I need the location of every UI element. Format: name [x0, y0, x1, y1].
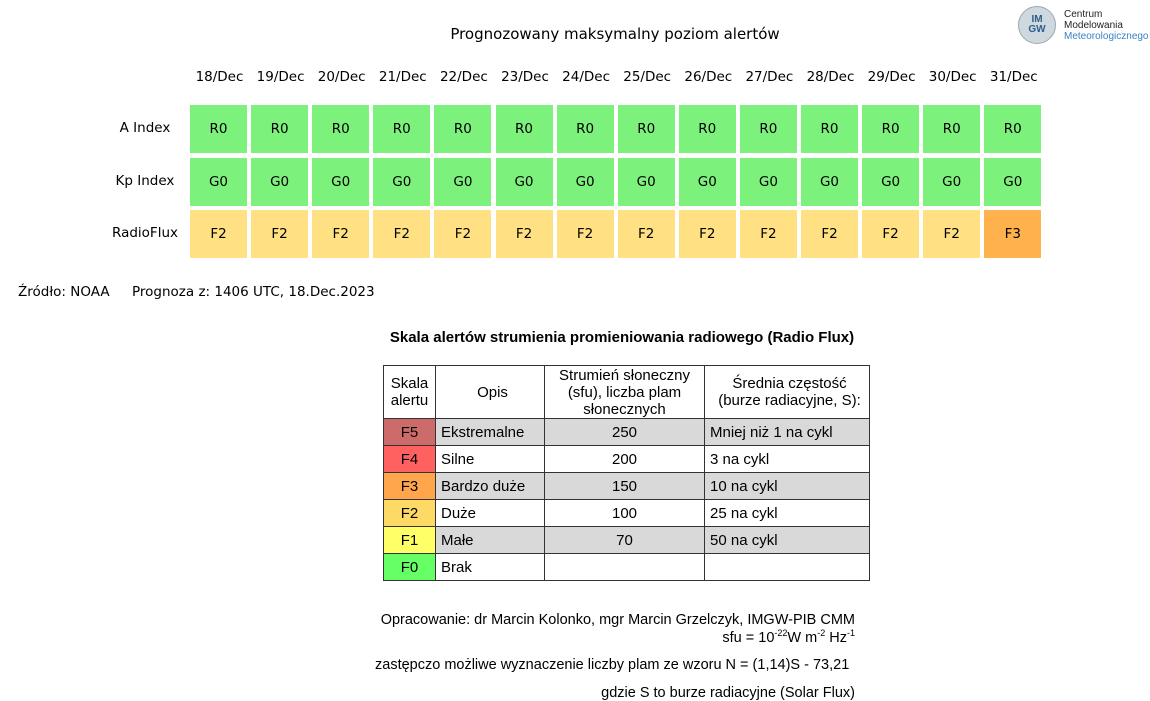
alert-cell: R0: [923, 105, 980, 153]
credit-block: [381, 611, 855, 647]
alert-cell: R0: [801, 105, 858, 153]
alert-cell: G0: [984, 158, 1041, 206]
scale-cell-flux: [545, 554, 705, 581]
alert-cell: G0: [862, 158, 919, 206]
scale-cell-desc: Duże: [436, 500, 545, 527]
scale-cell-desc: Ekstremalne: [436, 419, 545, 446]
scale-cell-freq: Mniej niż 1 na cykl: [705, 419, 870, 446]
alert-cell: R0: [862, 105, 919, 153]
logo-line3: Meteorologicznego: [1064, 31, 1149, 42]
date-header: 24/Dec: [562, 69, 611, 85]
alert-cell: G0: [679, 158, 736, 206]
credit-text: Opracowanie: dr Marcin Kolonko, mgr Marcin Grzelczyk, IMGW-PIB CMM: [380, 612, 855, 628]
date-header: 20/Dec: [317, 69, 366, 85]
date-header: 26/Dec: [684, 69, 733, 85]
alert-cell: F2: [312, 210, 369, 258]
logo-line1: Centrum: [1064, 9, 1103, 20]
row-label: Kp Index: [115, 173, 175, 189]
alert-cell: R0: [434, 105, 491, 153]
sfu-definition: sfu = $10^{-22}W$ $m^{-2}$ $Hz^{-1}$: [722, 628, 855, 646]
alert-cell: F2: [496, 210, 553, 258]
alert-cell: R0: [251, 105, 308, 153]
alert-cell: G0: [251, 158, 308, 206]
date-header: 21/Dec: [378, 69, 427, 85]
header-flux: Strumień słoneczny (sfu), liczba plam słonecznych: [545, 366, 705, 419]
header-freq: Średnia częstość (burze radiacyjne, S):: [705, 366, 870, 419]
scale-row: [384, 446, 870, 473]
alert-cell: F3: [984, 210, 1041, 258]
alert-cell: G0: [740, 158, 797, 206]
alert-cell: F2: [434, 210, 491, 258]
imgw-emblem-icon: [1018, 6, 1056, 44]
radio-flux-scale-table: [383, 365, 870, 581]
logo-mark-line2: GW: [1028, 24, 1046, 35]
date-header: 28/Dec: [806, 69, 855, 85]
forecast-label: Prognoza z: 1406 UTC, 18.Dec.2023: [132, 284, 375, 300]
scale-cell-desc: Brak: [436, 554, 545, 581]
scale-cell-flux: 200: [545, 446, 705, 473]
scale-cell-level: F2: [384, 500, 436, 527]
scale-cell-level: F3: [384, 473, 436, 500]
date-header: 30/Dec: [928, 69, 977, 85]
formula-note: gdzie S to burze radiacyjne (Solar Flux): [601, 685, 855, 701]
alert-cell: G0: [496, 158, 553, 206]
alert-cell: G0: [312, 158, 369, 206]
alert-cell: F2: [679, 210, 736, 258]
scale-cell-flux: 100: [545, 500, 705, 527]
date-header: 18/Dec: [195, 69, 244, 85]
scale-cell-freq: 25 na cykl: [705, 500, 870, 527]
scale-row: [384, 527, 870, 554]
row-label: A Index: [119, 120, 171, 136]
alert-cell: G0: [801, 158, 858, 206]
date-header: 23/Dec: [501, 69, 549, 85]
scale-cell-desc: Bardzo duże: [436, 473, 545, 500]
alert-cell: F2: [740, 210, 797, 258]
imgw-logo: [1018, 6, 1148, 46]
scale-cell-freq: 50 na cykl: [705, 527, 870, 554]
alert-cell: R0: [312, 105, 369, 153]
alert-cell: G0: [923, 158, 980, 206]
alert-cell: R0: [496, 105, 553, 153]
scale-cell-level: F1: [384, 527, 436, 554]
scale-cell-flux: 150: [545, 473, 705, 500]
alert-cell: F2: [801, 210, 858, 258]
source-label: Źródło: NOAA: [18, 284, 110, 300]
date-header: 25/Dec: [623, 69, 672, 85]
scale-header-row: [384, 366, 870, 419]
scale-row: [384, 554, 870, 581]
logo-mark-line1: IM: [1031, 14, 1043, 25]
alert-cell: F2: [557, 210, 614, 258]
date-header: 22/Dec: [439, 69, 488, 85]
header-level: Skala alertu: [384, 366, 436, 419]
alert-cell: R0: [373, 105, 430, 153]
scale-cell-freq: [705, 554, 870, 581]
alert-cell: R0: [984, 105, 1041, 153]
scale-title: Skala alertów strumienia promieniowania radiowego (Radio Flux): [389, 329, 855, 346]
alert-cell: F2: [862, 210, 919, 258]
date-header: 27/Dec: [745, 69, 794, 85]
header-desc: Opis: [436, 366, 545, 419]
scale-cell-desc: Małe: [436, 527, 545, 554]
alert-cell: R0: [740, 105, 797, 153]
alert-cell: F2: [190, 210, 247, 258]
alert-cell: G0: [618, 158, 675, 206]
formula-text: zastępczo możliwe wyznaczenie liczby plam ze wzoru N = (1,14)S - 73,21: [375, 657, 850, 673]
row-label: RadioFlux: [112, 225, 178, 241]
scale-cell-flux: 250: [545, 419, 705, 446]
alert-cell: R0: [618, 105, 675, 153]
alert-cell: F2: [923, 210, 980, 258]
alert-cell: R0: [557, 105, 614, 153]
scale-cell-level: F4: [384, 446, 436, 473]
scale-row: [384, 500, 870, 527]
scale-cell-desc: Silne: [436, 446, 545, 473]
alert-cell: R0: [679, 105, 736, 153]
alert-cell: G0: [557, 158, 614, 206]
scale-cell-freq: 10 na cykl: [705, 473, 870, 500]
alert-cell: R0: [190, 105, 247, 153]
alert-cell: G0: [190, 158, 247, 206]
date-header: 29/Dec: [867, 69, 916, 85]
page-title: Prognozowany maksymalny poziom alertów: [450, 25, 780, 43]
scale-row: [384, 419, 870, 446]
logo-line2: Modelowania: [1064, 20, 1123, 31]
scale-cell-level: F0: [384, 554, 436, 581]
scale-cell-freq: 3 na cykl: [705, 446, 870, 473]
scale-cell-flux: 70: [545, 527, 705, 554]
alert-cell: F2: [251, 210, 308, 258]
alert-cell: F2: [618, 210, 675, 258]
date-header: 31/Dec: [989, 69, 1038, 85]
alert-cell: G0: [434, 158, 491, 206]
alert-cell: G0: [373, 158, 430, 206]
scale-row: [384, 473, 870, 500]
scale-cell-level: F5: [384, 419, 436, 446]
date-header: 19/Dec: [256, 69, 305, 85]
alert-cell: F2: [373, 210, 430, 258]
